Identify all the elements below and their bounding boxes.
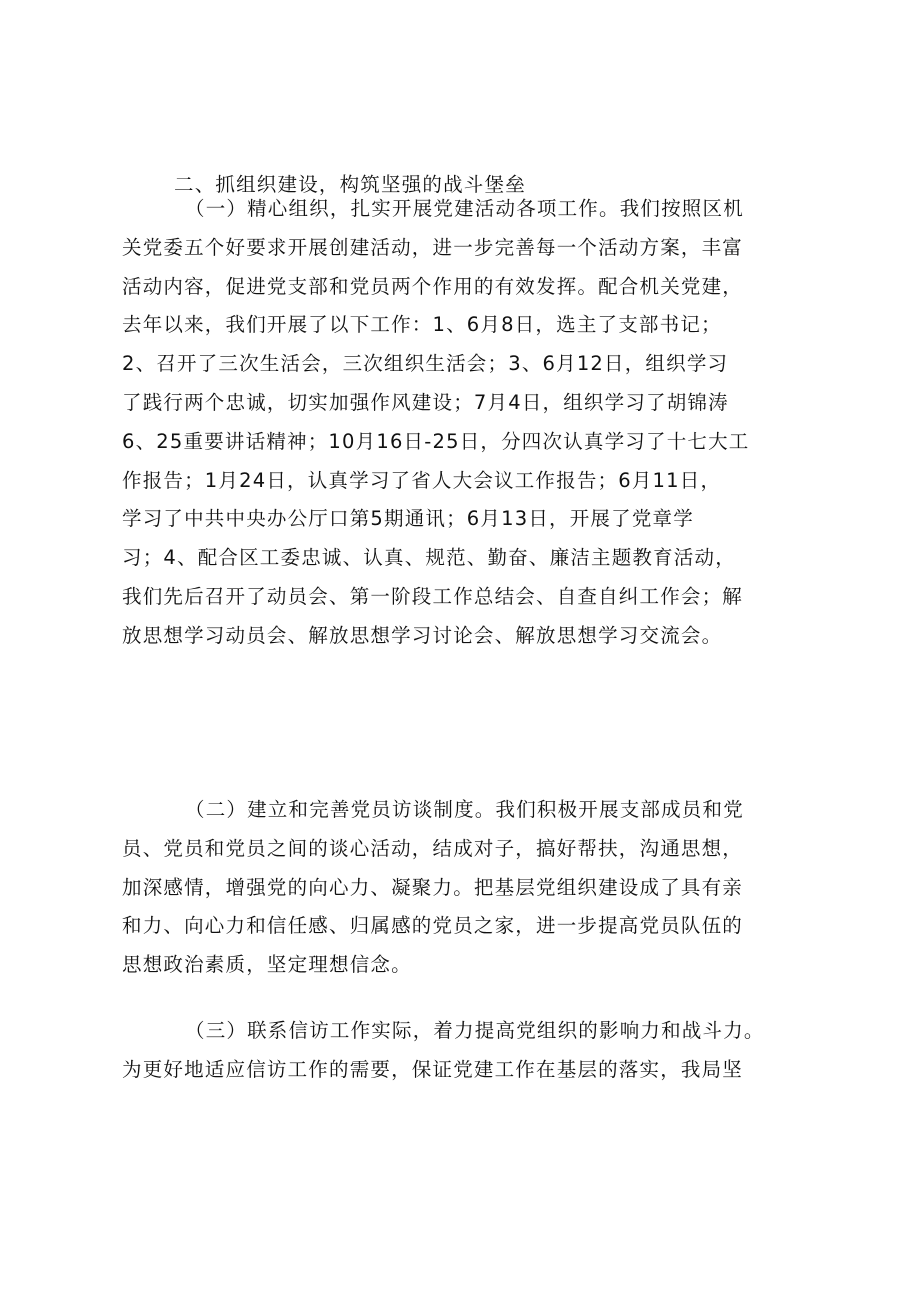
paragraph-line: 为更好地适应信访工作的需要，保证党建工作在基层的落实，我局坚: [122, 1057, 744, 1081]
paragraph-line: （三）联系信访工作实际，着力提高党组织的影响力和战斗力。: [185, 1019, 765, 1042]
paragraph-line: 学习了中共中央办公厅口第5期通讯；6月13日，开展了党章学: [122, 507, 694, 531]
paragraph-petition-work: [122, 1012, 822, 1090]
paragraph-line: 2、召开了三次生活会，三次组织生活会；3、6月12日，组织学习: [122, 352, 729, 376]
paragraph-line: 思想政治素质，坚定理想信念。: [122, 953, 412, 977]
paragraph-line: 活动内容，促进党支部和党员两个作用的有效发挥。配合机关党建，: [122, 274, 744, 298]
paragraph-line: 作报告；1月24日，认真学习了省人大会议工作报告；6月11日，: [122, 468, 722, 492]
paragraph-line: （一）精心组织，扎实开展党建活动各项工作。我们按照区机: [185, 197, 744, 220]
paragraph-line: （二）建立和完善党员访谈制度。我们积极开展支部成员和党: [185, 798, 744, 821]
paragraph-line: 员、党员和党员之间的谈心活动，结成对子，搞好帮扶，沟通思想，: [122, 836, 744, 860]
section-heading: 二、抓组织建设，构筑坚强的战斗堡垒: [174, 173, 526, 196]
paragraph-line: 关党委五个好要求开展创建活动，进一步完善每一个活动方案，丰富: [122, 235, 744, 259]
paragraph-line: 加深感情，增强党的向心力、凝聚力。把基层党组织建设成了具有亲: [122, 875, 744, 899]
paragraph-line: 6、25重要讲话精神；10月16日-25日，分四次认真学习了十七大工: [122, 429, 750, 453]
paragraph-line: 我们先后召开了动员会、第一阶段工作总结会、自查自纠工作会；解: [122, 584, 744, 608]
paragraph-line: 放思想学习动员会、解放思想学习讨论会、解放思想学习交流会。: [122, 623, 723, 647]
paragraph-line: 和力、向心力和信任感、归属感的党员之家，进一步提高党员队伍的: [122, 914, 744, 938]
paragraph-line: 去年以来，我们开展了以下工作：1、6月8日，选主了支部书记；: [122, 313, 722, 337]
paragraph-line: 了践行两个忠诚，切实加强作风建设；7月4日，组织学习了胡锦涛: [122, 390, 729, 414]
paragraph-line: 习；4、配合区工委忠诚、认真、规范、勤奋、廉洁主题教育活动，: [122, 546, 736, 570]
paragraph-organize-activities: [122, 190, 822, 656]
paragraph-member-interviews: [122, 791, 822, 985]
